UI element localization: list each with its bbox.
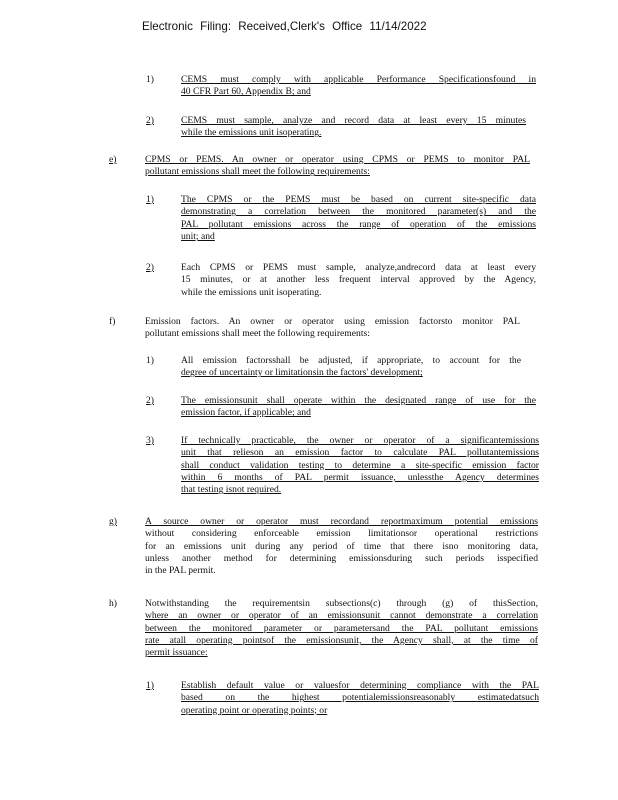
item-d1-line-2: 40 CFR Part 60, Appendix B; and bbox=[181, 86, 311, 98]
item-f3-text bbox=[181, 435, 539, 496]
item-f3-line-2: unit that relieson an emission factor to calculate PAL pollutantemissions bbox=[181, 447, 539, 459]
item-f1-line-2: degree of uncertainty or limitationsin the factors' development; bbox=[181, 367, 423, 379]
item-h-line-5: permit issuance: bbox=[145, 647, 208, 659]
item-e1-text bbox=[181, 194, 536, 243]
item-d2-label: 2) bbox=[146, 115, 154, 126]
item-e-label: e) bbox=[109, 154, 117, 165]
item-g-line-2: without considering enforceable emission limitationsor operational restrictions bbox=[145, 528, 538, 540]
filing-header: Electronic Filing: Received,Clerk's Office 11/14/2022 bbox=[142, 20, 427, 33]
item-g-text bbox=[145, 516, 538, 577]
item-f3-label: 3) bbox=[146, 435, 154, 446]
item-f2-label: 2) bbox=[146, 395, 154, 406]
item-f1-text bbox=[181, 355, 521, 380]
item-h-line-1: Notwithstanding the requirementsin subsections(c) through (g) of thisSection, bbox=[145, 598, 538, 609]
item-e1-line-1: The CPMS or the PEMS must be based on current site-specific data bbox=[181, 194, 536, 205]
item-g-line-3: for an emissions unit during any period of time that there isno monitoring data, bbox=[145, 540, 538, 552]
item-f1-label: 1) bbox=[146, 355, 154, 366]
item-f2-line-1: The emissionsunit shall operate within the designated range of use for the bbox=[181, 395, 536, 406]
item-f-text bbox=[145, 316, 520, 341]
item-e2-line-3: while the emissions unit isoperating. bbox=[181, 286, 322, 298]
item-e-line-1: CPMS or PEMS. An owner or operator using CPMS or PEMS to monitor PAL bbox=[145, 154, 530, 165]
item-f-line-2: pollutant emissions shall meet the following requirements: bbox=[145, 328, 370, 340]
item-g-line-4: unless another method for determining emissionsduring such periods isspecified bbox=[145, 552, 538, 564]
item-f2-line-2: emission factor, if applicable; and bbox=[181, 407, 311, 419]
item-f2-text bbox=[181, 395, 536, 420]
item-h-text bbox=[145, 598, 538, 659]
item-e2-line-1: Each CPMS or PEMS must sample, analyze,andrecord data at least every bbox=[181, 262, 536, 273]
item-h-label: h) bbox=[109, 598, 117, 609]
item-d1-text bbox=[181, 74, 536, 99]
item-d2-line-2: while the emissions unit isoperating. bbox=[181, 127, 322, 139]
item-d1-label: 1) bbox=[146, 74, 154, 85]
item-e1-label: 1) bbox=[146, 194, 154, 205]
item-h1-line-2: based on the highest potentialemissionsreasonably estimatedatsuch bbox=[181, 692, 539, 704]
item-h1-line-1: Establish default value or valuesfor determining compliance with the PAL bbox=[181, 680, 539, 691]
item-e-text bbox=[145, 154, 530, 179]
item-e1-line-3: PAL pollutant emissions across the range of operation of the emissions bbox=[181, 218, 536, 230]
item-d2-line-1: CEMS must sample, analyze and record data at least every 15 minutes bbox=[181, 115, 526, 126]
item-h-line-3: between the monitored parameter or parametersand the PAL pollutant emissions bbox=[145, 622, 538, 634]
item-f-line-1: Emission factors. An owner or operator using emission factorsto monitor PAL bbox=[145, 316, 520, 327]
item-d2-text bbox=[181, 115, 526, 140]
item-h1-text bbox=[181, 680, 539, 717]
item-h-line-2: where an owner or operator of an emissionsunit cannot demonstrate a correlation bbox=[145, 610, 538, 622]
item-e2-label: 2) bbox=[146, 262, 154, 273]
item-e-line-2: pollutant emissions shall meet the following requirements: bbox=[145, 166, 370, 178]
item-f3-line-1: If technically practicable, the owner or operator of a significantemissions bbox=[181, 435, 539, 446]
item-g-label: g) bbox=[109, 516, 117, 527]
item-e1-line-4: unit; and bbox=[181, 230, 215, 242]
item-e2-line-2: 15 minutes, or at another less frequent interval approved by the Agency, bbox=[181, 274, 536, 286]
item-g-line-1: A source owner or operator must recordand reportmaximum potential emissions bbox=[145, 516, 538, 527]
item-h1-label: 1) bbox=[146, 680, 154, 691]
item-f-label: f) bbox=[109, 316, 116, 327]
item-g-line-5: in the PAL permit. bbox=[145, 565, 216, 577]
item-f1-line-1: All emission factorsshall be adjusted, if appropriate, to account for the bbox=[181, 355, 521, 366]
item-f3-line-4: within 6 months of PAL permit issuance, unlessthe Agency determines bbox=[181, 471, 539, 483]
item-h1-line-3: operating point or operating points; or bbox=[181, 704, 328, 716]
item-e1-line-2: demonstrating a correlation between the monitored parameter(s) and the bbox=[181, 206, 536, 218]
item-f3-line-5: that testing isnot required. bbox=[181, 484, 282, 496]
item-h-line-4: rate atall operating pointsof the emissionsunit, the Agency shall, at the time of bbox=[145, 634, 538, 646]
item-d1-line-1: CEMS must comply with applicable Performance Specificationsfound in bbox=[181, 74, 536, 85]
item-e2-text bbox=[181, 262, 536, 299]
item-f3-line-3: shall conduct validation testing to determine a site-specific emission factor bbox=[181, 459, 539, 471]
